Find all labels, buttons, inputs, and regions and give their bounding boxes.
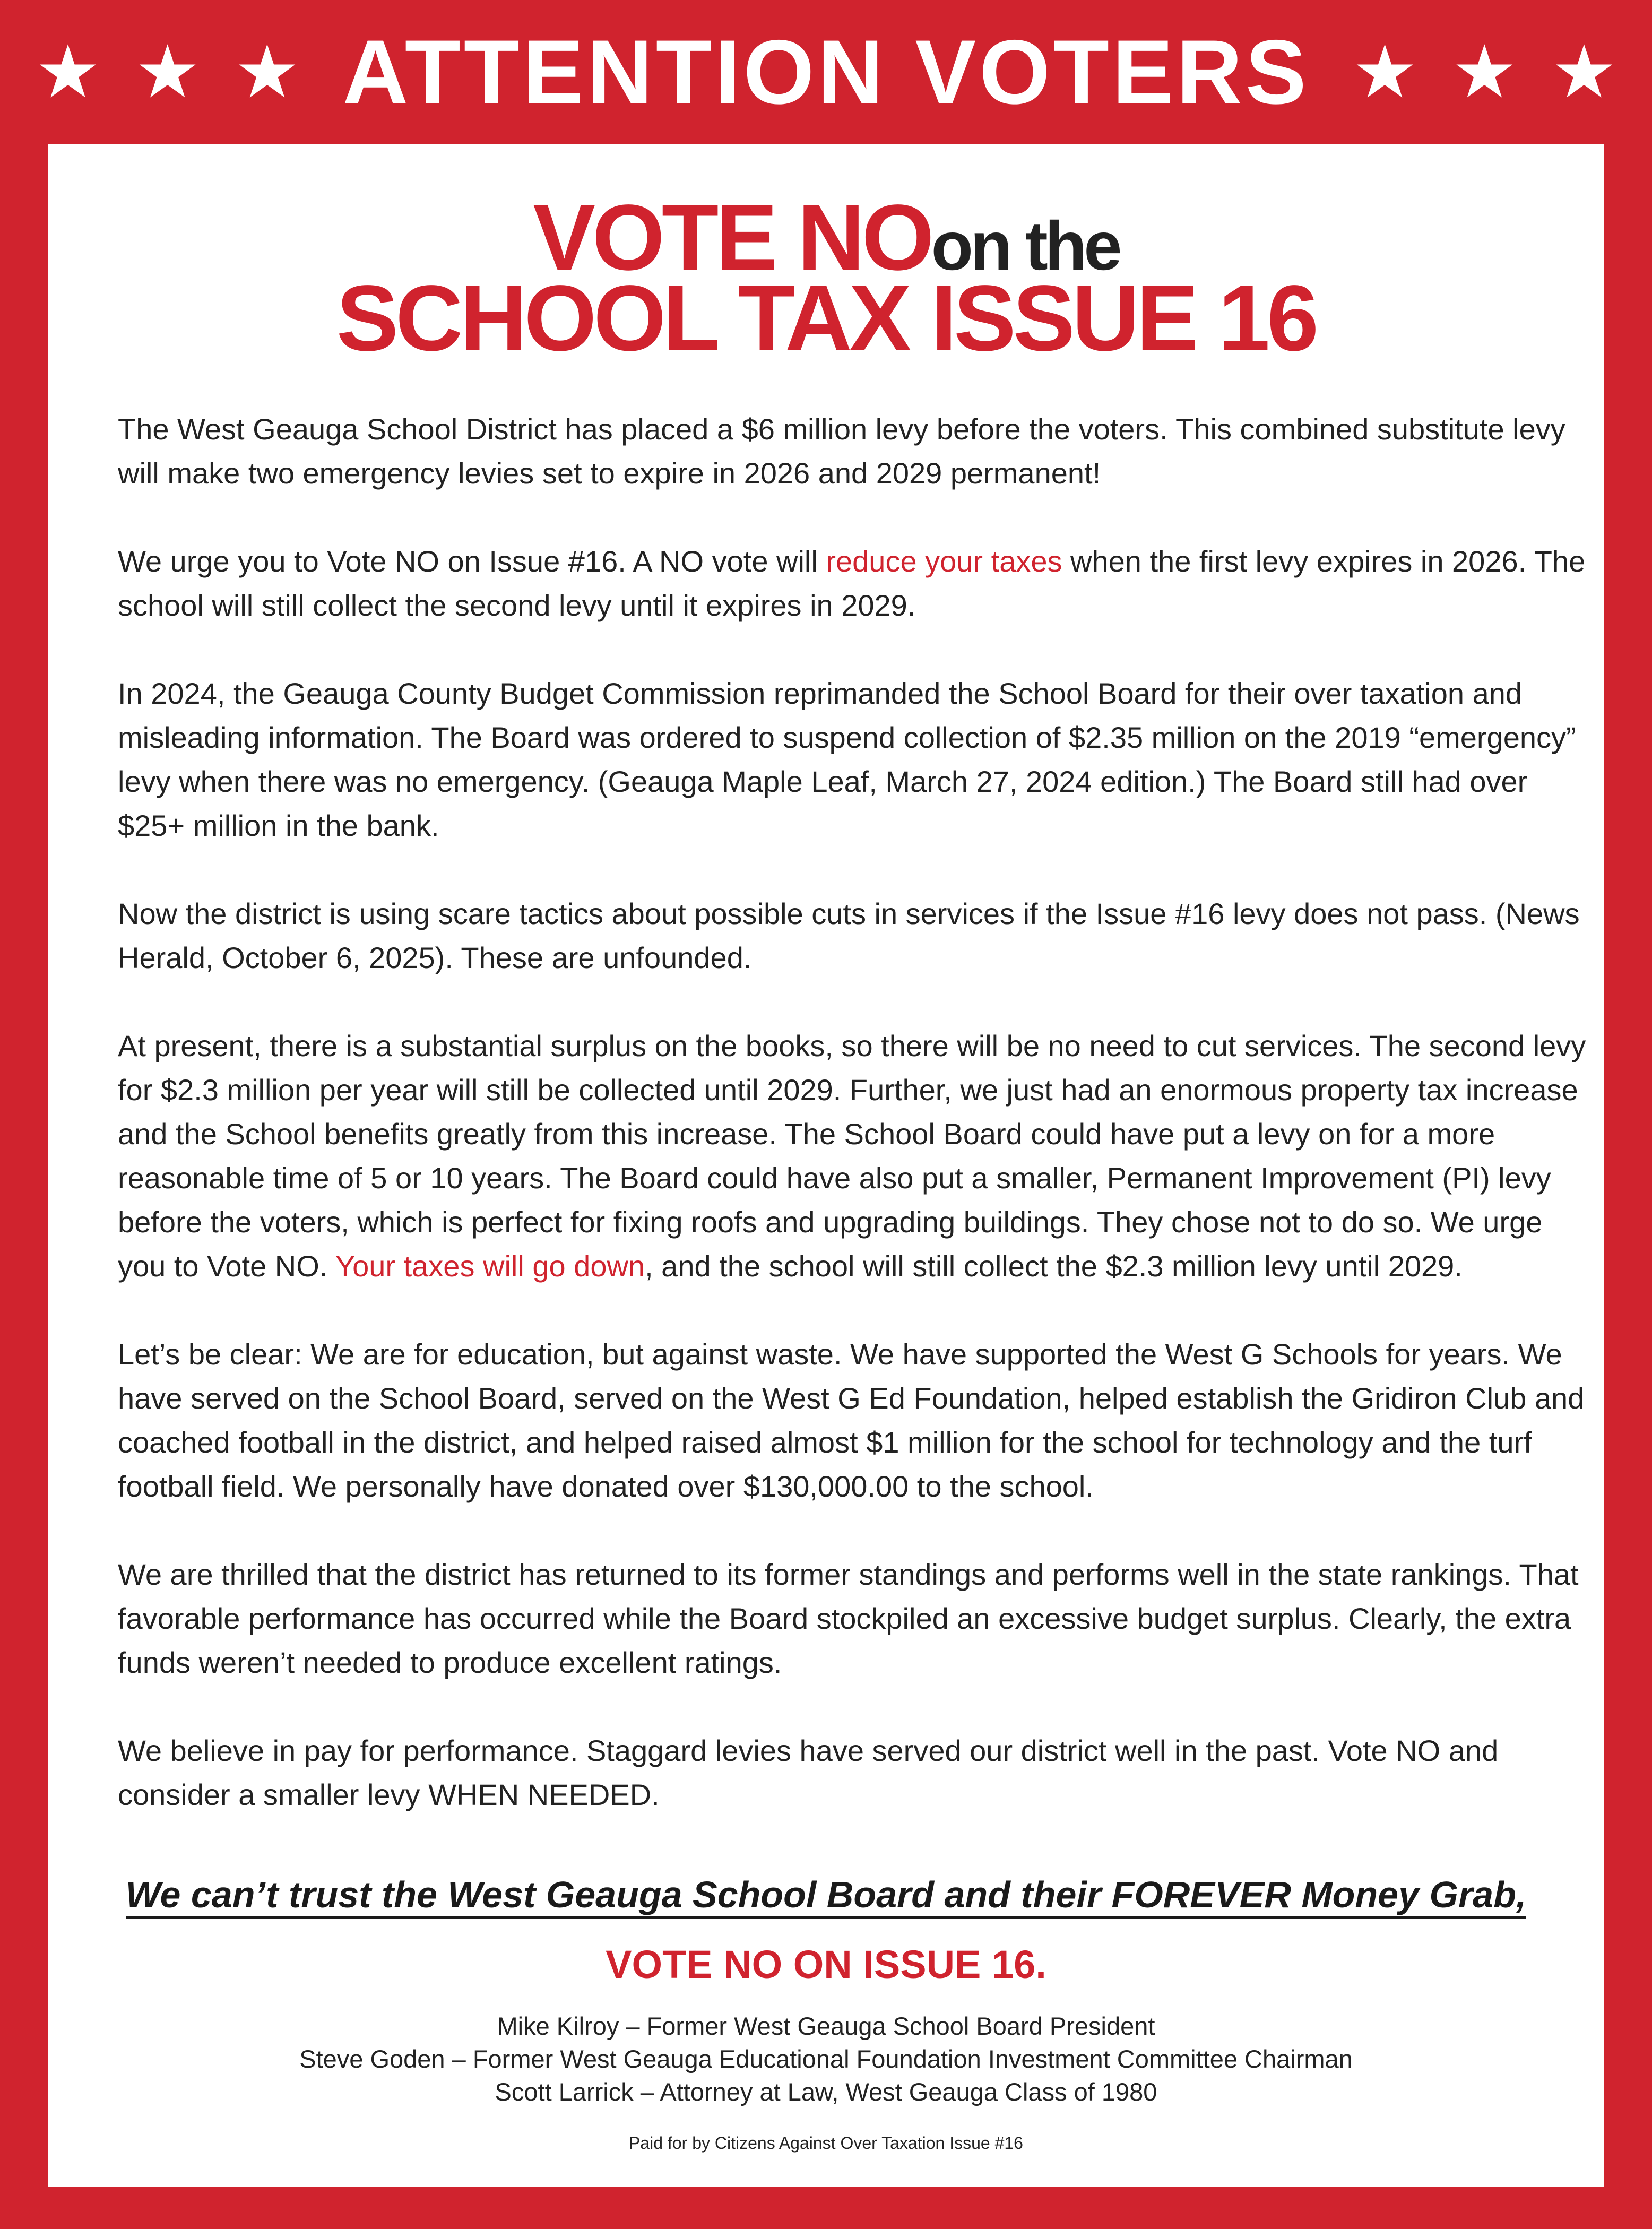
paragraph-pay-for-performance: We believe in pay for performance. Staggard levies have served our district well in the past. Vote NO and consider a smaller levy WHEN NEEDED. — [118, 1734, 1499, 1811]
tagline — [48, 1873, 1604, 1916]
paragraph-support: Let’s be clear: We are for education, but against waste. We have supported the West G Schools for years. We have served on the School Board, served on the West G Ed Foundation, helped establish the Gridiron Club and coached football in the district, and helped raised almost $1 million for the school for technology and the turf football field. We personally have donated over $130,000.00 to the school. — [118, 1337, 1585, 1503]
taxes-go-down-highlight: Your taxes will go down — [335, 1249, 645, 1283]
paragraph-performance: We are thrilled that the district has returned to its former standings and performs well in the state rankings. That favorable performance has occurred while the Board stockpiled an excessive budget surplus. Clearly, the extra funds weren’t needed to produce excellent ratings. — [118, 1558, 1579, 1679]
paid-for-disclaimer: Paid for by Citizens Against Over Taxation Issue #16 — [629, 2133, 1023, 2153]
paragraph-surplus-end: , and the school will still collect the $2.3 million levy until 2029. — [645, 1249, 1463, 1283]
signer-line: Mike Kilroy – Former West Geauga School Board President — [497, 2012, 1155, 2040]
paragraph-intro: The West Geauga School District has placed a $6 million levy before the voters. This combined substitute levy will make two emergency levies set to expire in 2026 and 2029 permanent! — [118, 412, 1565, 490]
paragraph-urge — [118, 539, 1598, 627]
paragraph-surplus-start: At present, there is a substantial surplus on the books, so there will be no need to cut services. The second levy for $2.3 million per year will still be collected until 2029. Further, we just had an enormous property tax increase and the School benefits greatly from this increase. The School Board could have put a levy on for a more reasonable time of 5 or 10 years. The Board could have also put a smaller, Permanent Improvement (PI) levy before the voters, which is perfect for fixing roofs and upgrading buildings. They chose not to do so. We urge you to Vote NO. — [118, 1029, 1586, 1283]
paragraph-budget-commission: In 2024, the Geauga County Budget Commission reprimanded the School Board for their over taxation and misleading information. The Board was ordered to suspend collection of $2.35 million on the 2019 “emergency” levy when there was no emergency. (Geauga Maple Leaf, March 27, 2024 edition.) The Board still had over $25+ million in the bank. — [118, 677, 1576, 842]
tagline-text: We can’t trust the West Geauga School Board and their FOREVER Money Grab, — [126, 1874, 1527, 1919]
paragraph-surplus — [118, 1024, 1598, 1288]
vote-no-heading: VOTE NO — [533, 186, 931, 290]
flyer-panel — [48, 144, 1604, 2187]
letter-body — [118, 407, 1598, 1861]
star-icon: ★ — [1551, 31, 1617, 113]
closing-call: VOTE NO ON ISSUE 16. — [606, 1942, 1046, 1986]
star-icon: ★ — [1451, 31, 1518, 113]
banner-title: ATTENTION VOTERS — [342, 21, 1310, 123]
reduce-taxes-highlight: reduce your taxes — [826, 545, 1062, 578]
star-icon: ★ — [1352, 31, 1418, 113]
star-icon: ★ — [134, 31, 201, 113]
signers-list — [48, 2010, 1604, 2109]
signer-line: Scott Larrick – Attorney at Law, West Geauga Class of 1980 — [495, 2078, 1157, 2106]
signer-line: Steve Goden – Former West Geauga Educational Foundation Investment Committee Chairman — [299, 2045, 1353, 2073]
paragraph-scare-tactics: Now the district is using scare tactics about possible cuts in services if the Issue #16 levy does not pass. (News Herald, October 6, 2025). These are unfounded. — [118, 897, 1580, 974]
paragraph-urge-end: when the first levy expires in 2026. The school will still collect the second levy until it expires in 2029. — [118, 545, 1586, 622]
issue-heading: SCHOOL TAX ISSUE 16 — [336, 266, 1316, 370]
star-icon: ★ — [35, 31, 101, 113]
stars-left — [35, 31, 300, 113]
on-the-heading: on the — [931, 207, 1119, 284]
attention-banner — [0, 0, 1652, 144]
paragraph-urge-start: We urge you to Vote NO on Issue #16. A NO vote will — [118, 545, 826, 578]
star-icon: ★ — [234, 31, 300, 113]
stars-right — [1352, 31, 1617, 113]
